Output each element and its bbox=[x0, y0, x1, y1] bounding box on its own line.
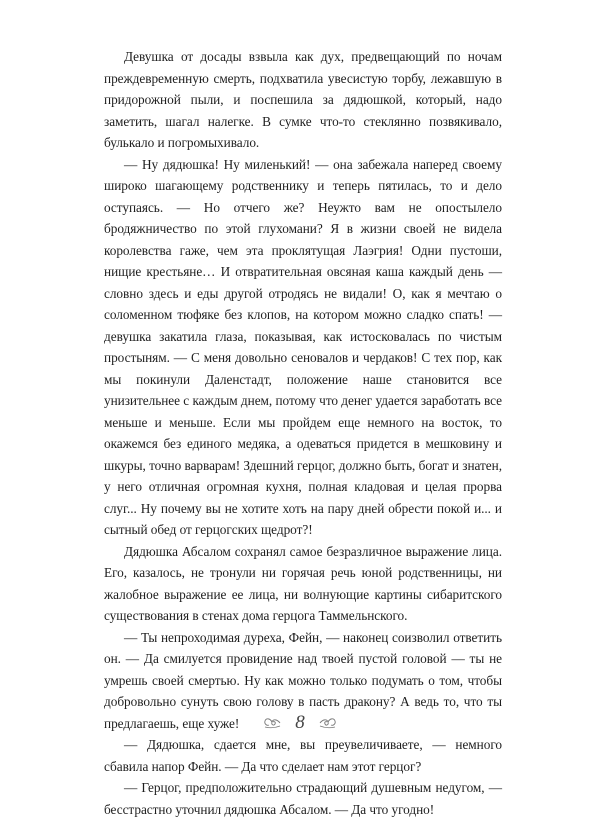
paragraph-1: Девушка от досады взвыла как дух, предвещающий по ночам преждевременную смерть, подхватила увесистую торбу, лежавшую в придорожной пыли, и поспешила за дядюшкой, который, надо заметить, шагал налегке. В сумке что-то стеклянно позвякивало, булькало и погромыхивало. bbox=[104, 49, 502, 150]
paragraph-6: — Герцог, предположительно страдающий душевным недугом, — бесстрастно уточнил дядюшка Абсалом. — Да что угодно! bbox=[104, 780, 502, 817]
page-text-body bbox=[104, 46, 502, 820]
paragraph-3: Дядюшка Абсалом сохранял самое безразличное выражение лица. Его, казалось, не тронули ни горячая речь юной родственницы, ни жалобное выражение ее лица, ни волнующие картины сибаритского существования в стенах дома герцога Таммельнского. bbox=[104, 543, 502, 623]
paragraph-4: — Ты непроходимая дуреха, Фейн, — наконец соизволил ответить он. — Да смилуется провидение над твоей пустой головой — ты не умрешь своей смертью. Ну как можно только подумать о том, чтобы добровольно сунуть свою голову в пасть дракону? А ведь то, что ты предлагаешь, еще хуже! bbox=[104, 629, 502, 731]
paragraph-5: — Дядюшка, сдается мне, вы преувеличиваете, — немного сбавила напор Фейн. — Да что сделает нам этот герцог? bbox=[104, 737, 502, 774]
page-number: 8 bbox=[295, 712, 305, 733]
page-footer bbox=[0, 712, 600, 734]
paragraph-2: — Ну дядюшка! Ну миленький! — она забежала наперед своему широко шагающему родственнику и теперь пятилась, то и дело оступаясь. — Но отчего же? Неужто вам не опостылело бродяжничество по этой глухомани? Я в жизни своей не видела королевства гаже, чем эта проклятущая Лаэгрия! Одни пустоши, нищие крестьяне… И отвратительная овсяная каша каждый день — словно здесь и еды другой отродясь не видали! О, как я мечтаю о соломенном тюфяке без клопов, на котором можно сладко спать! — девушка закатила глаза, показывая, как истосковалась по чистым простыням. — С меня довольно сеновалов и чердаков! С тех пор, как мы покинули Даленстадт, положение наше становится все унизительнее с каждым днем, потому что денег удается заработать все меньше и меньше. Если мы пройдем еще немного на восток, то окажемся без единого медяка, а одеваться придется в мешковину и шкуры, точно варварам! Здешний герцог, должно быть, богат и знатен, у него отличная огромная кухня, полная кладовая и целая прорва слуг... Ну почему вы не хотите хоть на пару дней обрести покой и... и сытный обед от герцогских щедрот?! bbox=[104, 156, 502, 537]
left-ornament-icon bbox=[263, 716, 281, 730]
right-ornament-icon bbox=[319, 716, 337, 730]
